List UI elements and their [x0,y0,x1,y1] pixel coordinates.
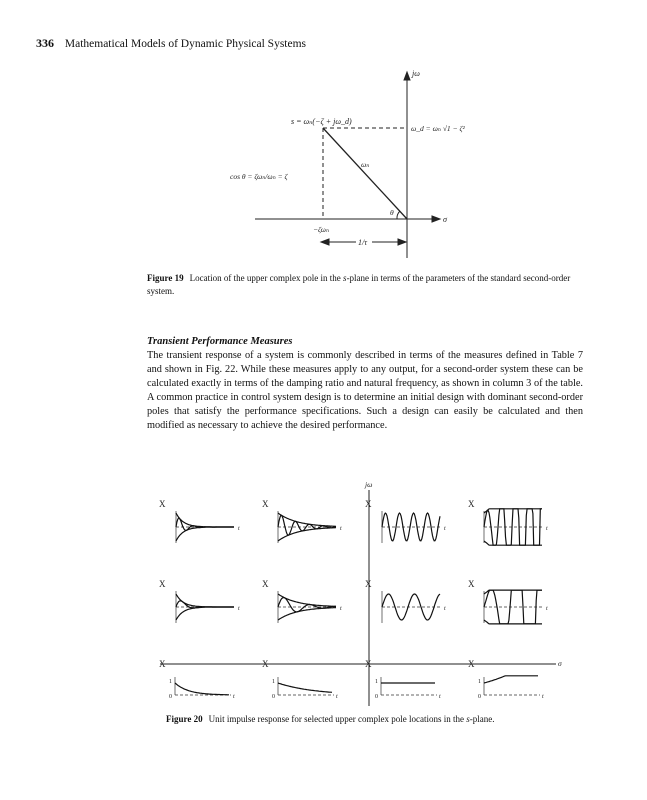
jw-axis-label: jω [412,69,420,78]
real-time-label-0: t [233,694,235,700]
response-curve-0-3 [484,509,542,545]
response-curve-0-0 [176,518,234,530]
sigma-axis-label-f20: σ [558,659,562,668]
response-curve-1-2 [382,594,440,620]
real-time-label-1: t [336,694,338,700]
pole-marker-1-2: X [365,579,372,589]
cos-theta-label: cos θ = ζωₙ/ωₙ = ζ [230,172,288,181]
response-curve-1-3 [484,590,542,624]
real-response-curve-3 [484,676,538,683]
envelope-lower-1-3 [484,620,542,624]
pole-marker-0-2: X [365,499,372,509]
time-label-1-0: t [238,606,240,612]
real-time-label-2: t [439,694,441,700]
section-body: The transient response of a system is commonly described in terms of the measures defined in Table 7 and shown in Fig. 22. While these measures apply to any output, for a second-order system these can be calculated exactly in terms of the damping ratio and natural frequency, as shown in column 3 of the table. A common practice in control system design is to determine an initial design with dominant second-order poles that satisfy the performance specifications. Such a design can easily be calculated and then modified as necessary to achieve the desired performance. [147,350,583,432]
one-label-3: 1 [478,679,481,685]
figure-20-caption: Figure 20 Unit impulse response for selected upper complex pole locations in the s-plane. [166,714,495,724]
real-pole-marker-1: X [262,659,269,669]
section-title: Transient Performance Measures [147,336,293,347]
neg-zeta-wn-label: −ζωₙ [313,225,330,234]
envelope-lower-1-0 [176,607,234,620]
one-label-1: 1 [272,679,275,685]
time-label-1-2: t [444,606,446,612]
time-label-0-1: t [340,526,342,532]
figure-19-label: Figure 19 [147,273,184,283]
zero-label-0: 0 [169,694,172,700]
response-curve-0-2 [382,513,440,541]
envelope-upper-0-0 [176,513,234,527]
pole-marker-1-0: X [159,579,166,589]
real-pole-marker-0: X [159,659,166,669]
jw-axis-label-f20: jω [365,480,373,489]
time-label-1-3: t [546,606,548,612]
real-time-label-3: t [542,694,544,700]
zero-label-1: 0 [272,694,275,700]
figure-20-label: Figure 20 [166,714,203,724]
envelope-upper-1-0 [176,594,234,607]
time-label-0-0: t [238,526,240,532]
running-title: Mathematical Models of Dynamic Physical Systems [64,38,307,50]
page-number: 336 [36,36,54,50]
real-response-curve-1 [278,683,332,692]
pole-marker-1-3: X [468,579,475,589]
pole-marker-0-0: X [159,499,166,509]
envelope-upper-1-3 [484,590,542,594]
tau-dim-label: 1/τ [358,238,368,247]
one-label-2: 1 [375,679,378,685]
envelope-upper-0-1 [278,513,336,526]
envelope-lower-1-1 [278,608,336,620]
sigma-axis-label: σ [443,215,447,224]
real-pole-marker-2: X [365,659,372,669]
omega-d-label: ω_d = ωₙ √1 − ζ² [411,124,465,133]
zero-label-3: 0 [478,694,481,700]
figure-19-caption: Figure 19 Location of the upper complex pole in the s-plane in terms of the parameters of the standard second-order system. [147,273,571,296]
zero-label-2: 0 [375,694,378,700]
pole-marker-0-1: X [262,499,269,509]
pole-marker-1-1: X [262,579,269,589]
pole-label: s = ωₙ(−ζ + jω_d) [291,117,352,126]
pole-marker-0-3: X [468,499,475,509]
one-label-0: 1 [169,679,172,685]
theta-label: θ [390,208,394,217]
real-pole-marker-3: X [468,659,475,669]
time-label-1-1: t [340,606,342,612]
time-label-0-3: t [546,526,548,532]
omega-n-label: ωₙ [361,160,370,169]
time-label-0-2: t [444,526,446,532]
real-response-curve-0 [175,683,229,695]
